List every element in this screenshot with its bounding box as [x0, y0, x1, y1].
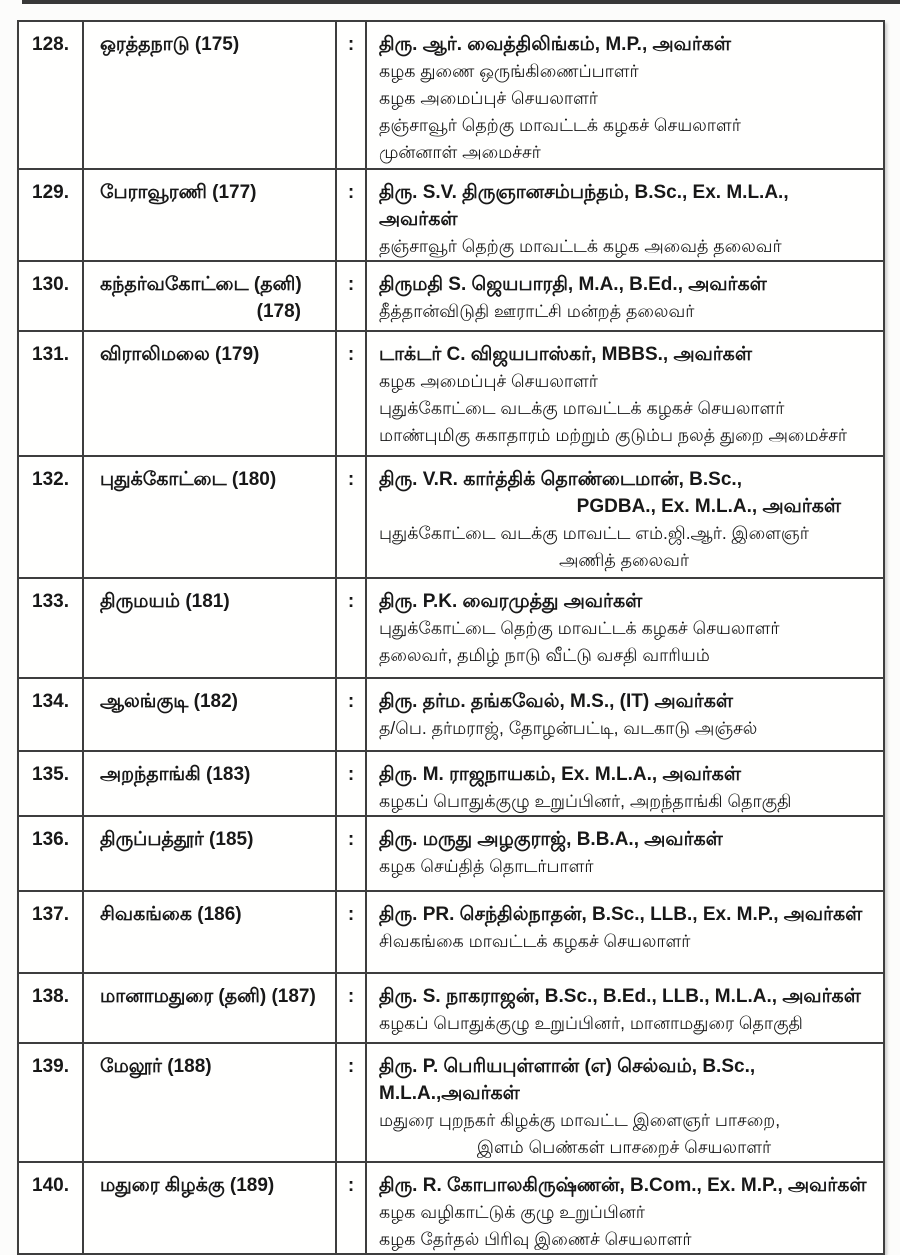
- row-number: 140.: [32, 1175, 69, 1196]
- candidate-name-line: திரு. S.V. திருஞானசம்பந்தம், B.Sc., Ex. M.L.A., அவர்கள்: [379, 182, 789, 230]
- row-number: 130.: [32, 274, 69, 295]
- details-cell: [365, 579, 883, 677]
- constituency-cell: [82, 457, 335, 577]
- row-number: 138.: [32, 986, 69, 1007]
- table-row: [19, 1161, 883, 1253]
- constituency-line: (178): [256, 301, 301, 322]
- candidate-name-line: டாக்டர் C. விஜயபாஸ்கர், MBBS., அவர்கள்: [379, 344, 752, 365]
- constituency-line: மேலூர் (188): [100, 1056, 212, 1077]
- constituency-line: மதுரை கிழக்கு (189): [100, 1175, 275, 1196]
- table-row: [19, 890, 883, 972]
- details-cell: [365, 1044, 883, 1161]
- row-number-cell: [19, 579, 82, 677]
- row-number: 137.: [32, 904, 69, 925]
- constituency-cell: [82, 974, 335, 1042]
- candidate-detail-line: தலைவர், தமிழ் நாடு வீட்டு வசதி வாரியம்: [379, 645, 710, 665]
- constituency-line: பேராவூரணி (177): [100, 182, 257, 203]
- row-number: 134.: [32, 691, 69, 712]
- candidate-detail-line: கழக தேர்தல் பிரிவு இணைச் செயலாளர்: [379, 1229, 692, 1249]
- details-cell: [365, 332, 883, 455]
- constituency-line: சிவகங்கை (186): [100, 904, 242, 925]
- row-number: 132.: [32, 469, 69, 490]
- colon-cell: [335, 262, 365, 330]
- candidate-detail-line: முன்னாள் அமைச்சர்: [379, 142, 541, 162]
- table-row: [19, 677, 883, 750]
- colon-mark: :: [347, 469, 355, 490]
- row-number-cell: [19, 817, 82, 890]
- row-number-cell: [19, 892, 82, 972]
- candidate-detail-line: தீத்தான்விடுதி ஊராட்சி மன்றத் தலைவர்: [379, 301, 695, 321]
- row-number-cell: [19, 457, 82, 577]
- candidate-name-line: திரு. R. கோபாலகிருஷ்ணன், B.Com., Ex. M.P., அவர்கள்: [379, 1175, 867, 1196]
- row-number-cell: [19, 170, 82, 260]
- colon-mark: :: [347, 764, 355, 785]
- constituency-cell: [82, 22, 335, 168]
- details-cell: [365, 752, 883, 815]
- row-number: 136.: [32, 829, 69, 850]
- candidate-detail-line: புதுக்கோட்டை தெற்கு மாவட்டக் கழகச் செயலாளர்: [379, 618, 780, 638]
- row-number: 129.: [32, 182, 69, 203]
- colon-cell: [335, 457, 365, 577]
- colon-mark: :: [347, 1056, 355, 1077]
- colon-cell: [335, 1163, 365, 1253]
- candidate-detail-line: அணித் தலைவர்: [558, 550, 690, 570]
- constituency-cell: [82, 752, 335, 815]
- constituency-cell: [82, 1163, 335, 1253]
- candidate-detail-line: த/பெ. தர்மராஜ், தோழன்பட்டி, வடகாடு அஞ்சல்: [379, 718, 758, 738]
- candidate-name-line: திரு. P.K. வைரமுத்து அவர்கள்: [379, 591, 643, 612]
- row-number: 133.: [32, 591, 69, 612]
- row-number-cell: [19, 974, 82, 1042]
- candidate-detail-line: கழகப் பொதுக்குழு உறுப்பினர், அறந்தாங்கி தொகுதி: [379, 791, 792, 811]
- row-number: 128.: [32, 34, 69, 55]
- table-row: [19, 750, 883, 815]
- row-number-cell: [19, 679, 82, 750]
- colon-cell: [335, 892, 365, 972]
- table-row: [19, 260, 883, 330]
- candidate-detail-line: சிவகங்கை மாவட்டக் கழகச் செயலாளர்: [379, 931, 691, 951]
- candidate-name-line: திரு. V.R. கார்த்திக் தொண்டைமான், B.Sc.,: [379, 469, 742, 490]
- table-row: [19, 22, 883, 168]
- table-row: [19, 972, 883, 1042]
- candidate-detail-line: கழக வழிகாட்டுக் குழு உறுப்பினர்: [379, 1202, 645, 1222]
- colon-mark: :: [347, 829, 355, 850]
- colon-cell: [335, 332, 365, 455]
- constituency-cell: [82, 262, 335, 330]
- colon-mark: :: [347, 691, 355, 712]
- details-cell: [365, 817, 883, 890]
- table-row: [19, 455, 883, 577]
- candidate-name-line: திரு. ஆர். வைத்திலிங்கம், M.P., அவர்கள்: [379, 34, 732, 55]
- candidate-name-line: திரு. தர்ம. தங்கவேல், M.S., (IT) அவர்கள்: [379, 691, 734, 712]
- details-cell: [365, 22, 883, 168]
- candidate-detail-line: மாண்புமிகு சுகாதாரம் மற்றும் குடும்ப நலத் துறை அமைச்சர்: [379, 425, 848, 445]
- candidate-detail-line: கழகப் பொதுக்குழு உறுப்பினர், மானாமதுரை தொகுதி: [379, 1013, 803, 1033]
- row-number-cell: [19, 262, 82, 330]
- row-number-cell: [19, 1044, 82, 1161]
- scan-artifact-top-line: [22, 0, 900, 4]
- constituency-line: திருமயம் (181): [100, 591, 230, 612]
- table-row: [19, 168, 883, 260]
- colon-cell: [335, 579, 365, 677]
- candidate-detail-line: கழக அமைப்புச் செயலாளர்: [379, 88, 598, 108]
- colon-mark: :: [347, 182, 355, 203]
- constituency-cell: [82, 817, 335, 890]
- candidate-name-line: திருமதி S. ஜெயபாரதி, M.A., B.Ed., அவர்கள்: [379, 274, 767, 295]
- candidate-name-line: திரு. P. பெரியபுள்ளான் (எ) செல்வம், B.Sc., M.L.A.,அவர்கள்: [379, 1056, 756, 1104]
- constituency-cell: [82, 579, 335, 677]
- row-number-cell: [19, 332, 82, 455]
- candidate-detail-line: தஞ்சாவூர் தெற்கு மாவட்டக் கழகச் செயலாளர்: [379, 115, 741, 135]
- constituency-line: திருப்பத்தூர் (185): [100, 829, 254, 850]
- candidate-detail-line: மதுரை புறநகர் கிழக்கு மாவட்ட இளைஞர் பாசறை,: [379, 1110, 781, 1130]
- candidate-detail-line: கழக அமைப்புச் செயலாளர்: [379, 371, 598, 391]
- colon-mark: :: [347, 1175, 355, 1196]
- constituency-line: ஒரத்தநாடு (175): [100, 34, 240, 55]
- candidate-table: [17, 20, 885, 1255]
- row-number: 131.: [32, 344, 69, 365]
- colon-cell: [335, 170, 365, 260]
- details-cell: [365, 457, 883, 577]
- colon-mark: :: [347, 34, 355, 55]
- details-cell: [365, 974, 883, 1042]
- candidate-name-line: திரு. S. நாகராஜன், B.Sc., B.Ed., LLB., M.L.A., அவர்கள்: [379, 986, 861, 1007]
- details-cell: [365, 679, 883, 750]
- colon-cell: [335, 817, 365, 890]
- colon-cell: [335, 752, 365, 815]
- colon-cell: [335, 1044, 365, 1161]
- row-number-cell: [19, 1163, 82, 1253]
- colon-cell: [335, 679, 365, 750]
- table-row: [19, 330, 883, 455]
- colon-mark: :: [347, 986, 355, 1007]
- candidate-name-line: திரு. PR. செந்தில்நாதன், B.Sc., LLB., Ex. M.P., அவர்கள்: [379, 904, 863, 925]
- details-cell: [365, 892, 883, 972]
- table-row: [19, 577, 883, 677]
- candidate-detail-line: தஞ்சாவூர் தெற்கு மாவட்டக் கழக அவைத் தலைவர்: [379, 236, 782, 256]
- table-row: [19, 1042, 883, 1161]
- constituency-cell: [82, 170, 335, 260]
- constituency-cell: [82, 1044, 335, 1161]
- constituency-line: மானாமதுரை (தனி) (187): [100, 986, 316, 1007]
- row-number: 135.: [32, 764, 69, 785]
- constituency-cell: [82, 679, 335, 750]
- colon-mark: :: [347, 274, 355, 295]
- row-number: 139.: [32, 1056, 69, 1077]
- candidate-name-line: திரு. மருது அழகுராஜ், B.B.A., அவர்கள்: [379, 829, 723, 850]
- candidate-detail-line: கழக துணை ஒருங்கிணைப்பாளர்: [379, 61, 639, 81]
- candidate-detail-line: புதுக்கோட்டை வடக்கு மாவட்டக் கழகச் செயலாளர்: [379, 398, 785, 418]
- constituency-cell: [82, 332, 335, 455]
- constituency-line: புதுக்கோட்டை (180): [100, 469, 277, 490]
- candidate-detail-line: இளம் பெண்கள் பாசறைச் செயலாளர்: [476, 1137, 772, 1157]
- row-number-cell: [19, 752, 82, 815]
- candidate-name-line: PGDBA., Ex. M.L.A., அவர்கள்: [576, 496, 841, 517]
- constituency-line: ஆலங்குடி (182): [100, 691, 238, 712]
- colon-mark: :: [347, 904, 355, 925]
- colon-cell: [335, 22, 365, 168]
- constituency-line: விராலிமலை (179): [100, 344, 260, 365]
- colon-mark: :: [347, 591, 355, 612]
- colon-cell: [335, 974, 365, 1042]
- candidate-detail-line: புதுக்கோட்டை வடக்கு மாவட்ட எம்.ஜி.ஆர். இளைஞர்: [379, 523, 809, 543]
- candidate-detail-line: கழக செய்தித் தொடர்பாளர்: [379, 856, 594, 876]
- details-cell: [365, 170, 883, 260]
- details-cell: [365, 262, 883, 330]
- candidate-name-line: திரு. M. ராஜநாயகம், Ex. M.L.A., அவர்கள்: [379, 764, 741, 785]
- table-row: [19, 815, 883, 890]
- constituency-line: கந்தர்வகோட்டை (தனி): [100, 274, 302, 295]
- constituency-cell: [82, 892, 335, 972]
- details-cell: [365, 1163, 883, 1253]
- row-number-cell: [19, 22, 82, 168]
- constituency-line: அறந்தாங்கி (183): [100, 764, 251, 785]
- colon-mark: :: [347, 344, 355, 365]
